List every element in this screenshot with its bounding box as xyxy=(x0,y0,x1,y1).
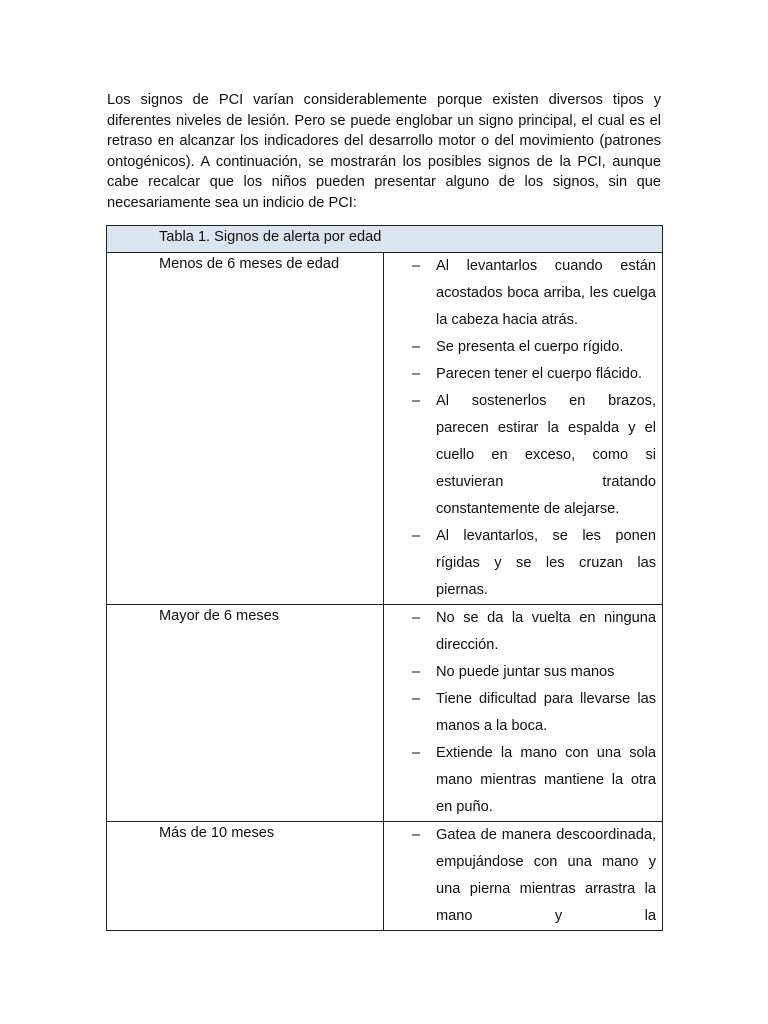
list-item xyxy=(384,822,656,930)
table-row xyxy=(107,253,663,605)
list-item xyxy=(384,523,656,604)
dash-bullet: – xyxy=(412,258,421,274)
signs-table xyxy=(106,225,663,931)
sign-text: No puede juntar sus manos xyxy=(436,664,615,680)
list-item xyxy=(384,334,656,361)
sign-text: Gatea de manera descoordinada, empujándose con una mano y una pierna mientras arrastra la mano y la xyxy=(436,827,656,924)
age-cell: Menos de 6 meses de edad xyxy=(107,253,384,605)
dash-bullet: – xyxy=(412,827,421,843)
sign-text: Parecen tener el cuerpo flácido. xyxy=(436,366,643,382)
signs-list xyxy=(384,605,656,821)
signs-cell xyxy=(384,605,663,822)
table-row xyxy=(107,605,663,822)
dash-bullet: – xyxy=(412,664,421,680)
signs-cell xyxy=(384,822,663,931)
list-item xyxy=(384,686,656,740)
table-caption: Tabla 1. Signos de alerta por edad xyxy=(107,226,663,253)
list-item xyxy=(384,361,656,388)
sign-text: No se da la vuelta en ninguna dirección. xyxy=(436,610,656,653)
list-item xyxy=(384,388,656,523)
dash-bullet: – xyxy=(412,528,421,544)
list-item xyxy=(384,740,656,821)
signs-cell xyxy=(384,253,663,605)
sign-text: Al levantarlos, se les ponen rígidas y se les cruzan las piernas. xyxy=(436,528,656,598)
dash-bullet: – xyxy=(412,339,421,355)
dash-bullet: – xyxy=(412,691,421,707)
dash-bullet: – xyxy=(412,610,421,626)
dash-bullet: – xyxy=(412,366,421,382)
age-cell: Mayor de 6 meses xyxy=(107,605,384,822)
sign-text: Extiende la mano con una sola mano mientras mantiene la otra en puño. xyxy=(436,745,656,815)
intro-paragraph: Los signos de PCI varían considerablemente porque existen diversos tipos y diferentes niveles de lesión. Pero se puede englobar un signo principal, el cual es el retraso en alcanzar los indicadores del desarrollo motor o del movimiento (patrones ontogénicos). A continuación, se mostrarán los posibles signos de la PCI, aunque cabe recalcar que los niños pueden presentar alguno de los signos, sin que necesariamente sea un indicio de PCI: xyxy=(107,92,661,211)
table-caption-row xyxy=(107,226,663,253)
sign-text: Al levantarlos cuando están acostados boca arriba, les cuelga la cabeza hacia atrás. xyxy=(436,258,656,328)
dash-bullet: – xyxy=(412,745,421,761)
list-item xyxy=(384,659,656,686)
table-row xyxy=(107,822,663,931)
signs-list xyxy=(384,253,656,604)
dash-bullet: – xyxy=(412,393,421,409)
signs-list xyxy=(384,822,656,930)
sign-text: Al sostenerlos en brazos, parecen estirar la espalda y el cuello en exceso, como si estuvieran tratando constantemente de alejarse. xyxy=(436,393,656,517)
sign-text: Se presenta el cuerpo rígido. xyxy=(436,339,624,355)
list-item xyxy=(384,605,656,659)
age-cell: Más de 10 meses xyxy=(107,822,384,931)
list-item xyxy=(384,253,656,334)
sign-text: Tiene dificultad para llevarse las manos a la boca. xyxy=(436,691,656,734)
